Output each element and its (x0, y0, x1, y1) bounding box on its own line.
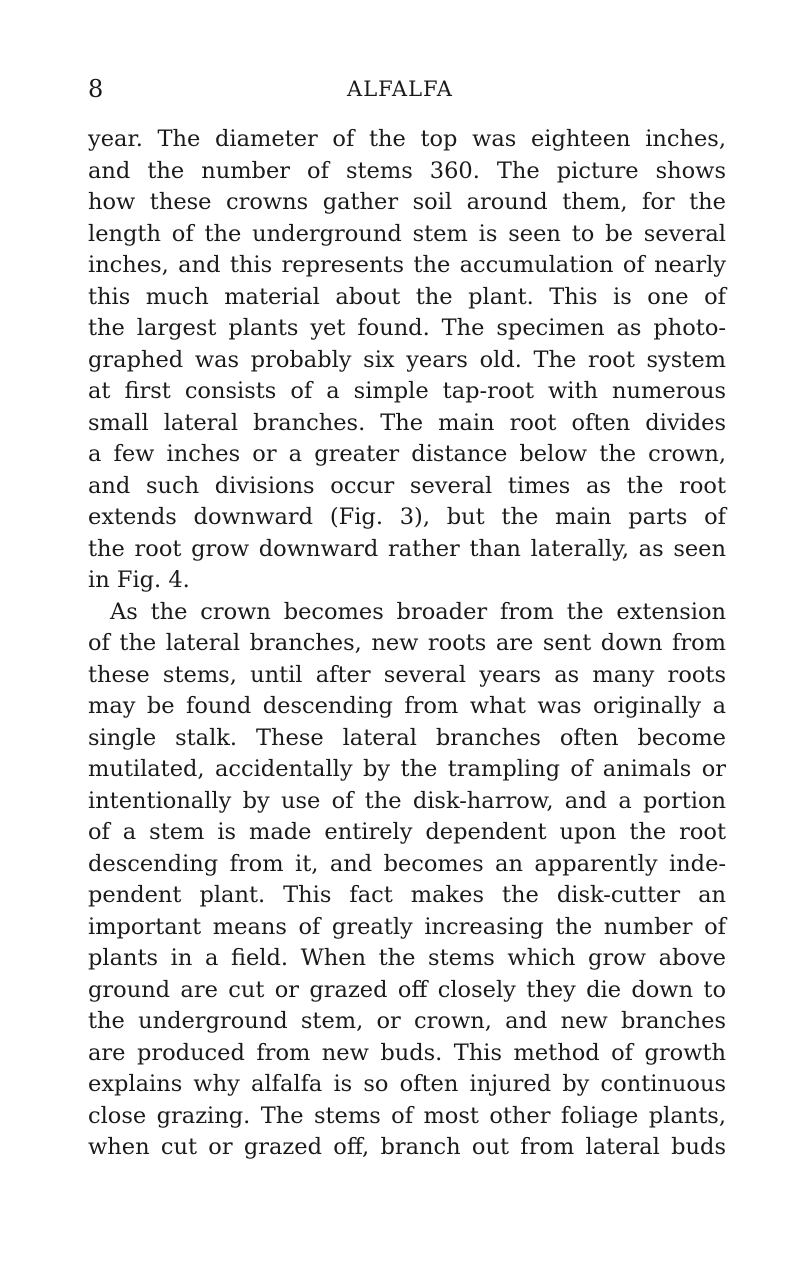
page-number: 8 (88, 75, 104, 103)
text-line: when cut or grazed off, branch out from lateral buds (88, 1134, 726, 1160)
text-line: may be found descending from what was originally a (88, 693, 726, 719)
text-line: these stems, until after several years as many roots (88, 661, 726, 688)
text-line: mutilated, accidentally by the trampling of animals or (88, 756, 726, 782)
text-line: at first consists of a simple tap-root with numerous (88, 378, 726, 404)
text-line: of the lateral branches, new roots are sent down from (88, 630, 726, 656)
text-line: plants in a field. When the stems which grow above (88, 945, 726, 971)
text-line: are produced from new buds. This method of growth (88, 1039, 726, 1066)
text-line: year. The diameter of the top was eighteen inches, (88, 126, 726, 152)
running-title: ALFALFA (347, 77, 453, 101)
text-line: length of the underground stem is seen to be several (88, 220, 726, 247)
text-line: the underground stem, or crown, and new branches (88, 1008, 726, 1034)
text-line: of a stem is made entirely dependent upon the root (88, 819, 726, 845)
text-line: and the number of stems 360. The picture shows (88, 157, 726, 184)
text-line: pendent plant. This fact makes the disk-cutter an (88, 882, 726, 908)
text-line: small lateral branches. The main root often divides (88, 409, 726, 436)
text-line: and such divisions occur several times as the root (88, 472, 726, 499)
text-line: As the crown becomes broader from the extension (110, 598, 726, 625)
text-line: ground are cut or grazed off closely they die down to (88, 976, 726, 1003)
body-text (88, 124, 726, 1164)
text-line: the root grow downward rather than laterally, as seen (88, 535, 726, 562)
text-line: this much material about the plant. This is one of (88, 283, 726, 310)
text-line: the largest plants yet found. The specimen as photo- (88, 315, 726, 341)
text-line: in Fig. 4. (88, 567, 190, 593)
text-line: explains why alfalfa is so often injured by continuous (88, 1071, 726, 1097)
text-line: graphed was probably six years old. The root system (88, 346, 726, 373)
text-line: inches, and this represents the accumulation of nearly (88, 252, 726, 278)
text-line: a few inches or a greater distance below the crown, (88, 441, 726, 467)
text-line: single stalk. These lateral branches often become (88, 724, 726, 751)
text-line: important means of greatly increasing the number of (88, 913, 726, 940)
text-line: extends downward (Fig. 3), but the main parts of (88, 504, 726, 530)
page-header (88, 74, 712, 104)
text-line: intentionally by use of the disk-harrow, and a portion (88, 787, 726, 814)
text-line: how these crowns gather soil around them, for the (88, 189, 726, 215)
text-line: descending from it, and becomes an apparently inde- (88, 850, 726, 877)
text-line: close grazing. The stems of most other foliage plants, (88, 1102, 726, 1129)
